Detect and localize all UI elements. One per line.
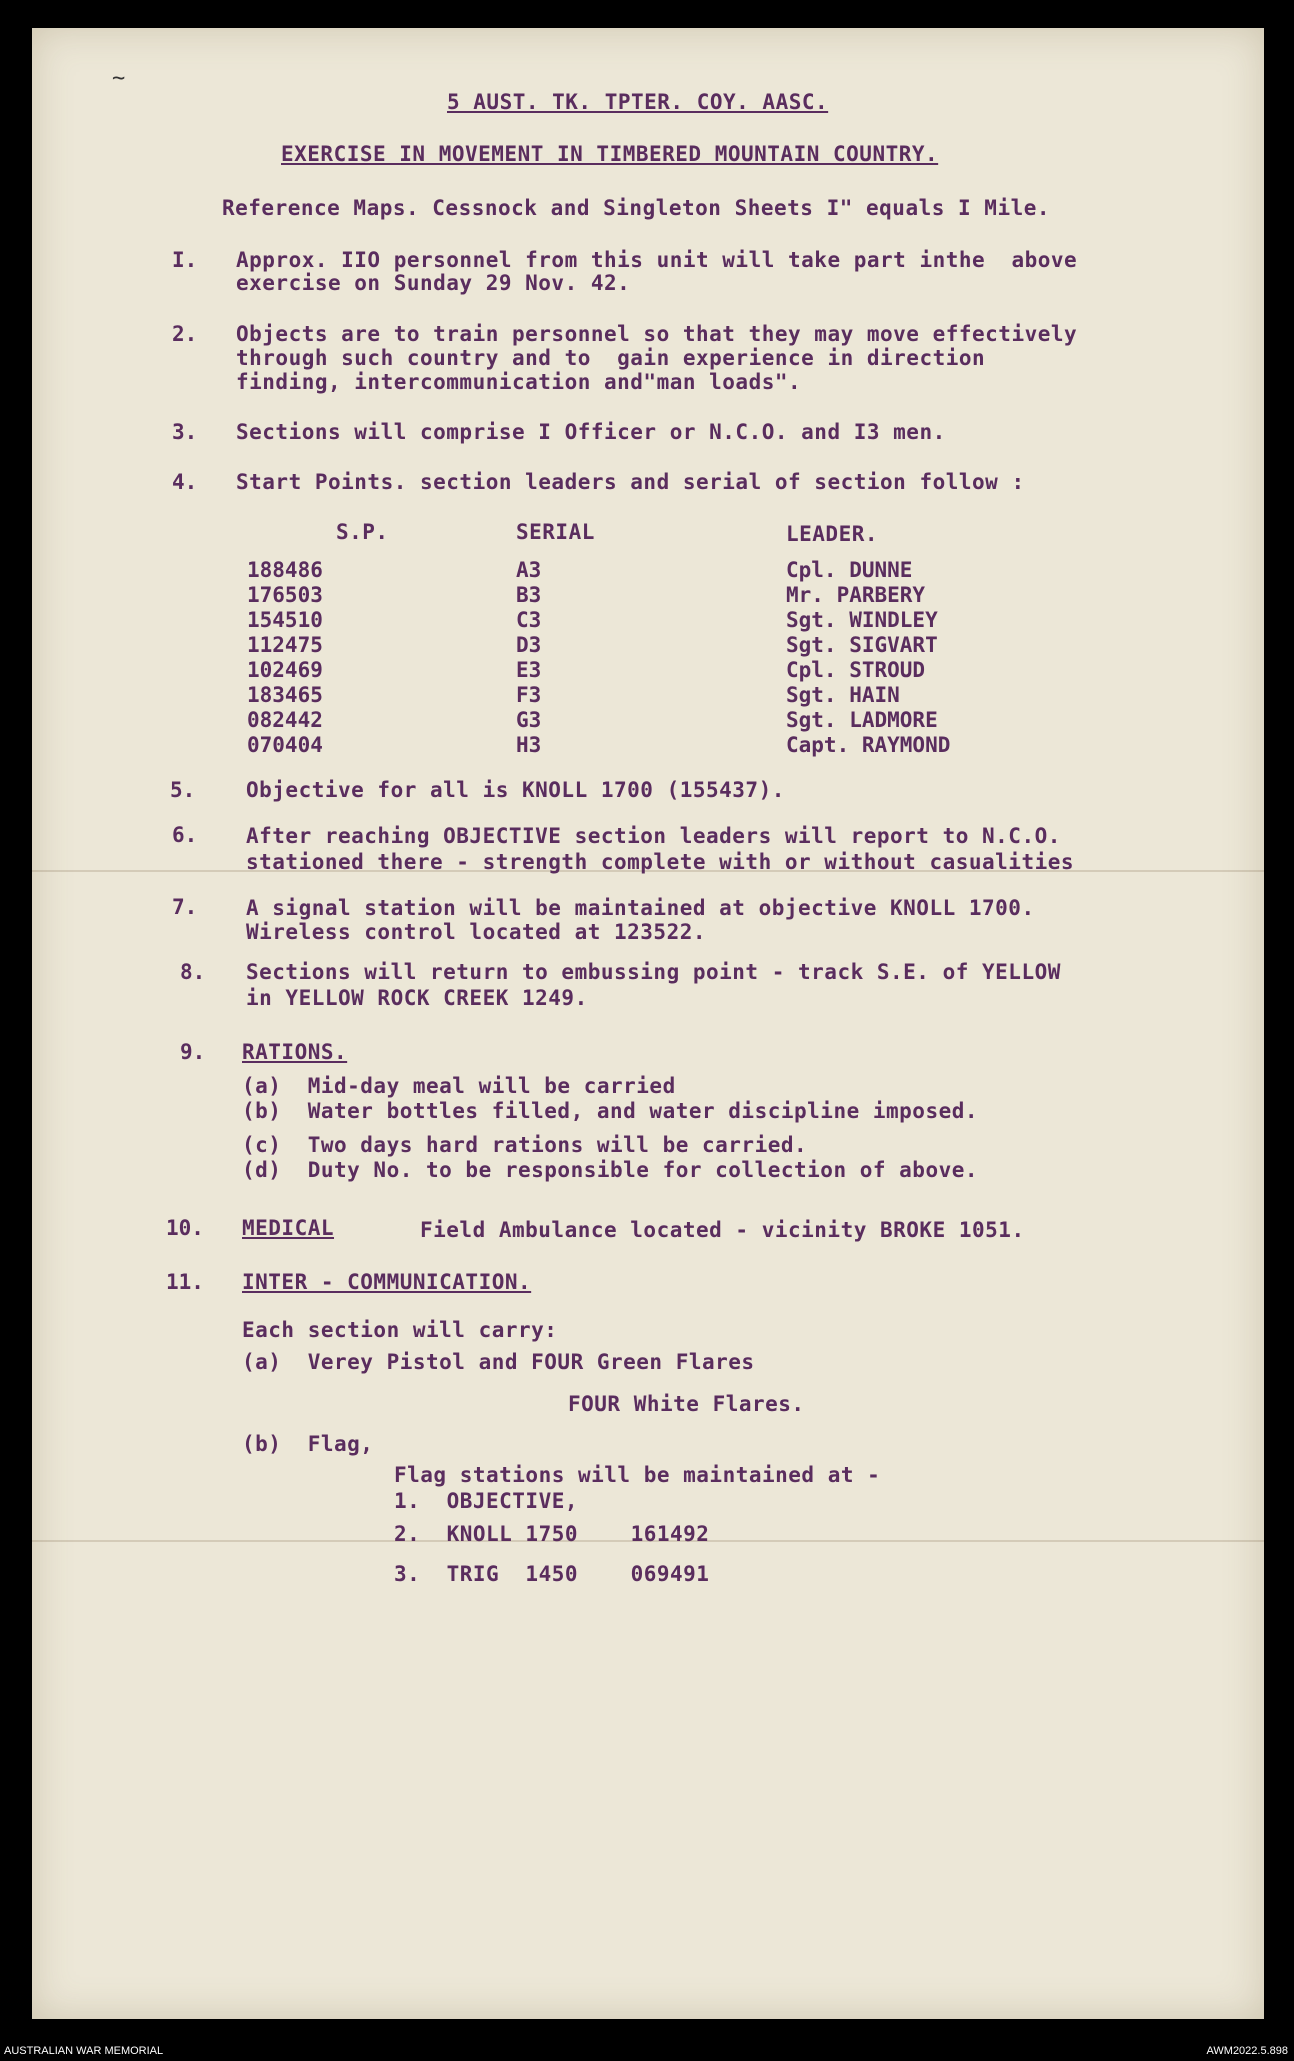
para-number: 7. xyxy=(172,895,198,919)
flag-station: 3. TRIG 1450 069491 xyxy=(394,1562,710,1586)
archive-reference: AWM2022.5.898 xyxy=(1206,2045,1288,2057)
leader-cell: Sgt. LADMORE xyxy=(786,708,938,732)
para-number: 3. xyxy=(172,420,198,444)
serial-cell: B3 xyxy=(516,583,542,607)
serial-cell: H3 xyxy=(516,733,542,757)
para-text: exercise on Sunday 29 Nov. 42. xyxy=(236,271,631,295)
para-text: After reaching OBJECTIVE section leaders will report to N.C.O. xyxy=(246,824,1061,848)
serial-cell: A3 xyxy=(516,558,542,582)
para-number: 4. xyxy=(172,470,198,494)
document-title: EXERCISE IN MOVEMENT IN TIMBERED MOUNTAIN COUNTRY. xyxy=(281,142,939,166)
sp-cell: 154510 xyxy=(247,608,323,632)
sp-cell: 183465 xyxy=(247,683,323,707)
pencil-mark: ~ xyxy=(112,66,126,91)
para-text: stationed there - strength complete with or without casualities xyxy=(246,850,1075,874)
para-number: 10. xyxy=(166,1216,204,1240)
para-number: 8. xyxy=(180,960,206,984)
serial-cell: E3 xyxy=(516,658,542,682)
section-heading-rations: RATIONS. xyxy=(242,1040,348,1064)
para-text: in YELLOW ROCK CREEK 1249. xyxy=(246,986,588,1010)
sp-cell: 176503 xyxy=(247,583,323,607)
para-text: through such country and to gain experience in direction xyxy=(236,346,986,370)
sp-cell: 102469 xyxy=(247,658,323,682)
para-number: 6. xyxy=(172,823,198,847)
table-header-leader: LEADER. xyxy=(786,522,879,546)
para-text: Wireless control located at 123522. xyxy=(246,920,707,944)
serial-cell: D3 xyxy=(516,633,542,657)
flag-station: 2. KNOLL 1750 161492 xyxy=(394,1522,710,1546)
para-text: Sections will comprise I Officer or N.C.O. and I3 men. xyxy=(236,420,946,444)
para-text: Approx. IIO personnel from this unit will take part inthe above xyxy=(236,248,1078,272)
equipment-item: FOUR White Flares. xyxy=(568,1392,805,1416)
serial-cell: G3 xyxy=(516,708,542,732)
leader-cell: Sgt. SIGVART xyxy=(786,633,938,657)
ration-item: (b) Water bottles filled, and water discipline imposed. xyxy=(242,1099,979,1123)
sp-cell: 070404 xyxy=(247,733,323,757)
leader-cell: Sgt. HAIN xyxy=(786,683,900,707)
section-heading-medical: MEDICAL xyxy=(242,1216,335,1240)
para-number: 11. xyxy=(166,1270,204,1294)
leader-cell: Cpl. DUNNE xyxy=(786,558,913,582)
para-text: Each section will carry: xyxy=(242,1318,558,1342)
sp-cell: 082442 xyxy=(247,708,323,732)
para-number: 9. xyxy=(180,1040,206,1064)
para-number: 5. xyxy=(170,778,196,802)
serial-cell: F3 xyxy=(516,683,542,707)
para-text: Objects are to train personnel so that they may move effectively xyxy=(236,322,1078,346)
ration-item: (d) Duty No. to be responsible for collection of above. xyxy=(242,1158,979,1182)
leader-cell: Cpl. STROUD xyxy=(786,658,926,682)
leader-cell: Capt. RAYMOND xyxy=(786,733,951,757)
leader-cell: Mr. PARBERY xyxy=(786,583,926,607)
ration-item: (c) Two days hard rations will be carried. xyxy=(242,1133,808,1157)
para-text: Field Ambulance located - vicinity BROKE 1051. xyxy=(420,1218,1025,1242)
sp-cell: 112475 xyxy=(247,633,323,657)
para-number: 2. xyxy=(172,322,198,346)
unit-heading: 5 AUST. TK. TPTER. COY. AASC. xyxy=(447,90,829,114)
archive-credit: AUSTRALIAN WAR MEMORIAL xyxy=(4,2045,164,2057)
reference-maps: Reference Maps. Cessnock and Singleton Sheets I" equals I Mile. xyxy=(222,196,1051,220)
table-header-sp: S.P. xyxy=(336,520,389,544)
para-text: finding, intercommunication and"man loads". xyxy=(236,370,802,394)
para-text: Start Points. section leaders and serial of section follow : xyxy=(236,470,1025,494)
sp-cell: 188486 xyxy=(247,558,323,582)
para-number: I. xyxy=(172,248,198,272)
para-text: Flag stations will be maintained at - xyxy=(394,1463,881,1487)
ration-item: (a) Mid-day meal will be carried xyxy=(242,1074,676,1098)
para-text: A signal station will be maintained at objective KNOLL 1700. xyxy=(246,896,1035,920)
section-heading-intercom: INTER - COMMUNICATION. xyxy=(242,1270,532,1294)
equipment-item: (a) Verey Pistol and FOUR Green Flares xyxy=(242,1350,755,1374)
table-header-serial: SERIAL xyxy=(516,520,595,544)
flag-station: 1. OBJECTIVE, xyxy=(394,1489,579,1513)
para-text: Sections will return to embussing point - track S.E. of YELLOW xyxy=(246,960,1061,984)
para-text: Objective for all is KNOLL 1700 (155437). xyxy=(246,778,785,802)
leader-cell: Sgt. WINDLEY xyxy=(786,608,938,632)
serial-cell: C3 xyxy=(516,608,542,632)
equipment-item: (b) Flag, xyxy=(242,1432,374,1456)
